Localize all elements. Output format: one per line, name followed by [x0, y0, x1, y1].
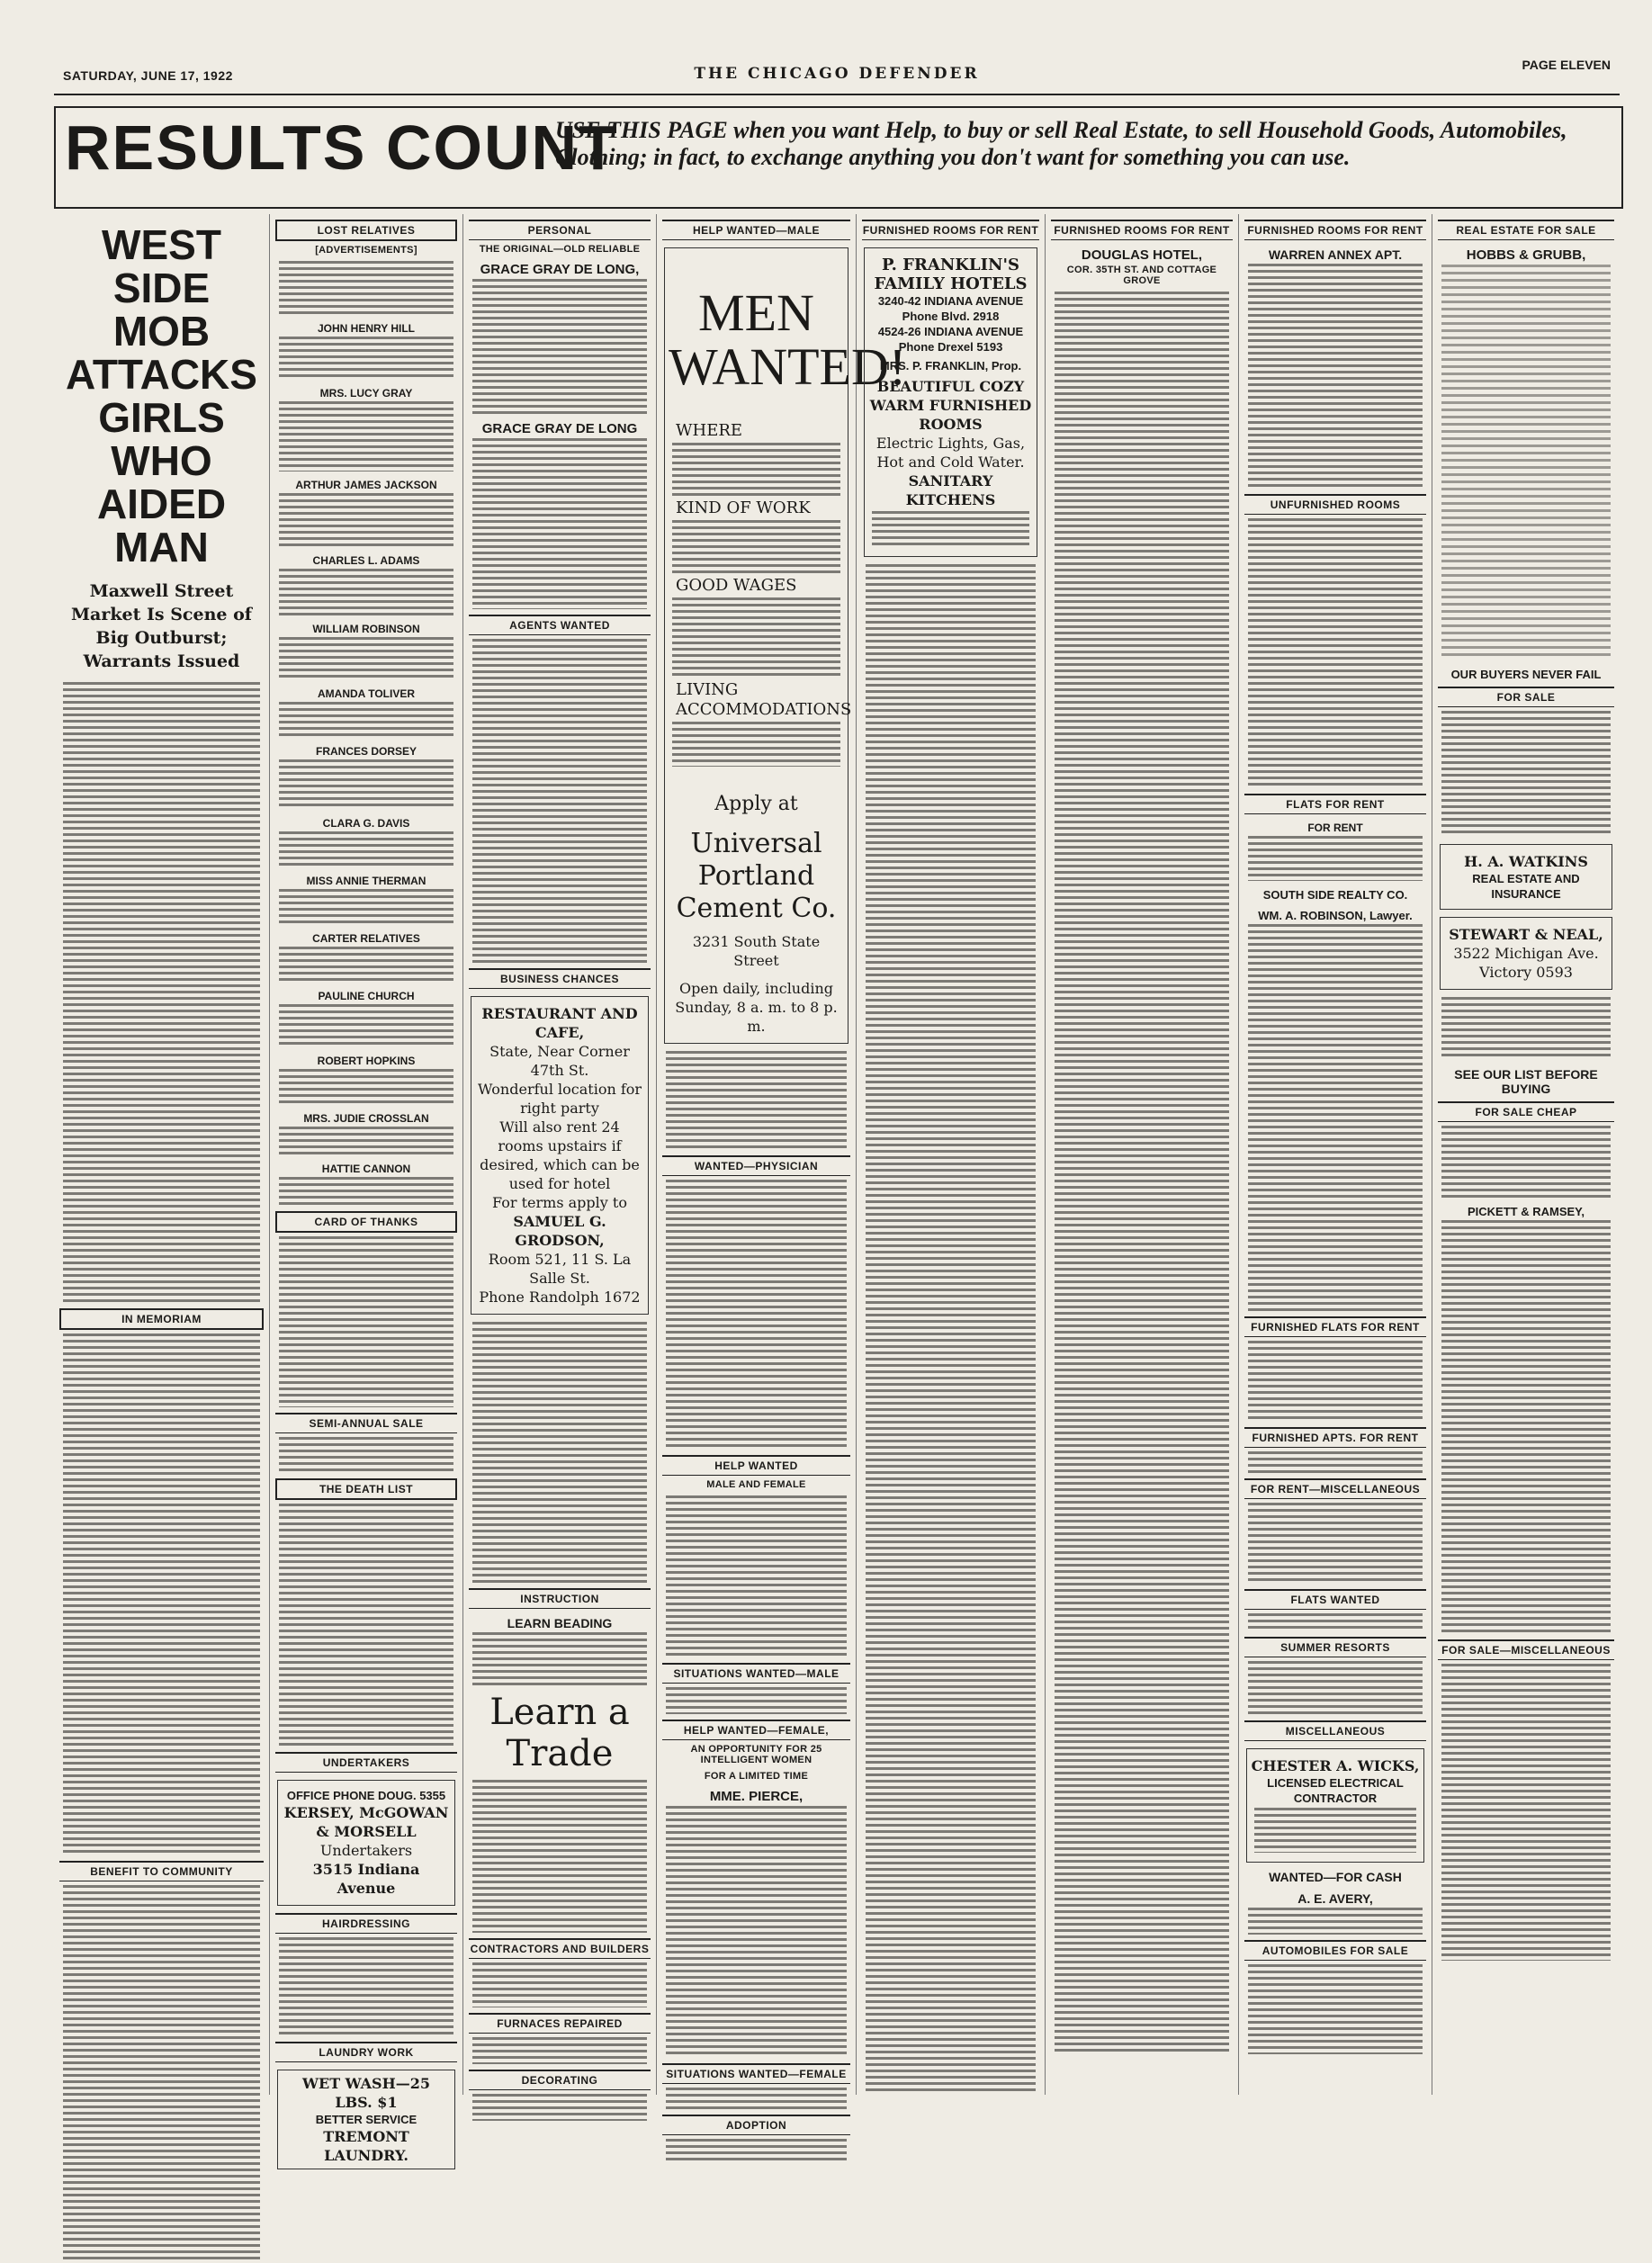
restaurant-title: RESTAURANT AND CAFE, [481, 1005, 638, 1041]
adoption-text [666, 2139, 847, 2160]
franklin-electric: Electric Lights, Gas, Hot and Cold Water. [875, 435, 1026, 471]
real-estate-text [1441, 265, 1611, 660]
flats-heading: FLATS FOR RENT [1244, 794, 1426, 814]
furnished-rooms-heading: FURNISHED ROOMS FOR RENT [862, 220, 1039, 240]
listing-text [279, 947, 453, 983]
personal-heading: PERSONAL [469, 220, 651, 240]
kersey-name: KERSEY, McGOWAN & MORSELL [283, 1804, 449, 1840]
banner-headline: RESULTS COUNT [65, 112, 619, 183]
relative-name: MISS ANNIE THERMAN [306, 875, 426, 887]
grodson-address: Room 521, 11 S. La Salle St. [488, 1251, 632, 1287]
personal-text [472, 438, 647, 609]
column-furnished-rooms-2 [1046, 214, 1239, 2095]
warren-annex: WARREN ANNEX APT. [1268, 247, 1403, 262]
grodson-name: SAMUEL G. GRODSON, [513, 1213, 606, 1249]
unfurnished-heading: UNFURNISHED ROOMS [1244, 494, 1426, 515]
franklin-prop: MRS. P. FRANKLIN, Prop. [879, 359, 1022, 373]
listing-text [279, 337, 453, 380]
advertisements-label: [ADVERTISEMENTS] [315, 245, 417, 256]
results-count-banner [54, 106, 1623, 209]
automobiles-heading: AUTOMOBILES FOR SALE [1244, 1940, 1426, 1961]
where-text [672, 443, 840, 497]
relative-name: WILLIAM ROBINSON [312, 623, 420, 635]
column-help-wanted [657, 214, 907, 2132]
listing-text [279, 1069, 453, 1105]
relative-name: HATTIE CANNON [321, 1163, 411, 1175]
watkins-role: REAL ESTATE AND INSURANCE [1472, 872, 1580, 901]
learn-a-trade: Learn a Trade [489, 1692, 630, 1774]
stewart-ad [1440, 917, 1612, 990]
buyers-never-fail: OUR BUYERS NEVER FAIL [1450, 668, 1602, 681]
learn-beading: LEARN BEADING [507, 1616, 613, 1630]
sale-text [279, 1437, 453, 1473]
intro-text [279, 261, 453, 315]
listing-text [279, 1127, 453, 1155]
avery-name: A. E. AVERY, [1297, 1891, 1373, 1906]
kersey-role: Undertakers [319, 1842, 413, 1859]
male-female-label: MALE AND FEMALE [706, 1479, 806, 1490]
benefit-text [63, 1885, 260, 2263]
misc-rent-text [1248, 1503, 1423, 1584]
kersey-ad [277, 1780, 455, 1906]
semi-annual-sale-heading: SEMI-ANNUAL SALE [275, 1413, 457, 1433]
wicks-name: CHESTER A. WICKS, [1251, 1757, 1420, 1774]
stewart-phone: Victory 0593 [1479, 964, 1573, 981]
relative-name: CLARA G. DAVIS [322, 817, 410, 830]
summer-resorts-heading: SUMMER RESORTS [1244, 1637, 1426, 1657]
death-list-text [279, 1504, 453, 1747]
franklin-sanitary: SANITARY KITCHENS [905, 472, 996, 508]
grace-text [472, 279, 647, 414]
business-chances-heading: BUSINESS CHANCES [469, 968, 651, 989]
men-text [666, 1051, 847, 1150]
franklin-address: 3240-42 INDIANA AVENUE [877, 294, 1024, 308]
trade-text [472, 1780, 647, 1933]
column-lost-relatives [270, 214, 463, 2164]
newspaper-page [54, 56, 1620, 2164]
business-text [472, 1322, 647, 1583]
kersey-address: 3515 Indiana Avenue [312, 1861, 420, 1897]
men-wanted: MEN WANTED! [669, 283, 907, 396]
wages-label: GOOD WAGES [676, 576, 797, 595]
listing-text [279, 889, 453, 925]
unfurnished-text [1248, 518, 1423, 788]
column-news [54, 214, 270, 2095]
open-hours: Open daily, including Sunday, 8 a. m. to 8 p. m. [675, 980, 838, 1035]
franklin-address-2: 4524-26 INDIANA AVENUE [877, 325, 1024, 338]
restaurant-rooms: Will also rent 24 rooms upstairs if desired, which can be used for hotel [480, 1118, 640, 1192]
relative-name: MRS. LUCY GRAY [319, 387, 413, 400]
furnished-flats-text [1248, 1341, 1423, 1422]
stewart-address: 3522 Michigan Ave. [1453, 945, 1599, 962]
furnished-apts-heading: FURNISHED APTS. FOR RENT [1244, 1427, 1426, 1448]
furnished-rooms-heading: FURNISHED ROOMS FOR RENT [1244, 220, 1426, 240]
situations-male-heading: SITUATIONS WANTED—MALE [662, 1663, 850, 1684]
hairdressing-text [279, 1937, 453, 2036]
miscellaneous-heading: MISCELLANEOUS [1244, 1720, 1426, 1741]
grace-name: GRACE GRAY DE LONG, [480, 262, 640, 277]
wet-wash: WET WASH—25 LBS. $1 [302, 2075, 430, 2111]
for-sale-misc-heading: FOR SALE—MISCELLANEOUS [1438, 1639, 1614, 1660]
franklin-phone: Phone Blvd. 2918 [902, 310, 1000, 323]
for-rent-label: FOR RENT [1307, 822, 1363, 834]
south-side-realty: SOUTH SIDE REALTY CO. [1262, 888, 1408, 902]
douglas-address: COR. 35TH ST. AND COTTAGE GROVE [1066, 265, 1217, 286]
franklin-text [872, 511, 1029, 547]
kind-label: KIND OF WORK [676, 498, 811, 517]
listing-text [279, 831, 453, 867]
help-wanted-male-heading: HELP WANTED—MALE [662, 220, 850, 240]
warren-text [1248, 264, 1423, 489]
limited-time: FOR A LIMITED TIME [704, 1771, 809, 1782]
help-female-heading: HELP WANTED—FEMALE, [662, 1720, 850, 1740]
listing-text [279, 759, 453, 810]
decorating-text [472, 2094, 647, 2121]
agents-text [472, 639, 647, 963]
furnaces-text [472, 2037, 647, 2064]
lost-relatives-heading: LOST RELATIVES [275, 220, 457, 241]
story-text [63, 682, 260, 1303]
laundry-ad [277, 2070, 455, 2169]
relative-name: CHARLES L. ADAMS [312, 554, 420, 567]
column-personal [463, 214, 657, 2095]
help-text [666, 1495, 847, 1657]
universal-portland: Universal Portland Cement Co. [676, 828, 837, 924]
for-sale-cheap-heading: FOR SALE CHEAP [1438, 1101, 1614, 1122]
column-real-estate [1432, 214, 1620, 2095]
story-deck: Maxwell Street Market Is Scene of Big Outburst; Warrants Issued [71, 581, 252, 671]
adoption-heading: ADOPTION [662, 2115, 850, 2135]
situations-female-heading: SITUATIONS WANTED—FEMALE [662, 2063, 850, 2084]
flats-wanted-text [1248, 1613, 1423, 1631]
beading-text [472, 1632, 647, 1686]
stewart-name: STEWART & NEAL, [1449, 926, 1603, 943]
restaurant-ad [471, 996, 649, 1315]
tremont-laundry: TREMONT LAUNDRY. [323, 2128, 409, 2164]
cheap-text [1441, 1126, 1611, 1198]
listing-text [279, 1177, 453, 1206]
situations-female-text [666, 2088, 847, 2109]
laundry-heading: LAUNDRY WORK [275, 2042, 457, 2062]
undertakers-heading: UNDERTAKERS [275, 1752, 457, 1773]
death-list-heading: THE DEATH LIST [275, 1478, 457, 1500]
instruction-heading: INSTRUCTION [469, 1588, 651, 1609]
franklin-phone-2: Phone Drexel 5193 [898, 340, 1003, 354]
restaurant-terms: For terms apply to [492, 1194, 627, 1211]
wanted-for-cash: WANTED—FOR CASH [1269, 1870, 1402, 1884]
franklin-name: P. FRANKLIN'S FAMILY HOTELS [874, 256, 1028, 293]
benefit-heading: BENEFIT TO COMMUNITY [59, 1861, 264, 1881]
relative-name: CARTER RELATIVES [312, 932, 420, 945]
for-sale-heading: FOR SALE [1438, 687, 1614, 707]
misc-rent-heading: FOR RENT—MISCELLANEOUS [1244, 1478, 1426, 1499]
wicks-role: LICENSED ELECTRICAL CONTRACTOR [1267, 1776, 1404, 1805]
grodson-phone: Phone Randolph 1672 [479, 1289, 641, 1306]
furnished-apts-text [1248, 1451, 1423, 1473]
apply-at: Apply at [714, 793, 798, 815]
classified-columns [54, 214, 1620, 2164]
header-rule [54, 94, 1620, 95]
column-furnished-rooms-1 [857, 214, 1046, 2095]
pickett-ramsey: PICKETT & RAMSEY, [1467, 1205, 1585, 1218]
grace-name-2: GRACE GRAY DE LONG [481, 421, 638, 436]
restaurant-location: State, Near Corner 47th St. [489, 1043, 630, 1079]
listing-text [279, 637, 453, 680]
opportunity-label: AN OPPORTUNITY FOR 25 INTELLIGENT WOMEN [690, 1744, 822, 1765]
automobiles-text [1248, 1964, 1423, 2054]
situations-male-text [666, 1687, 847, 1714]
better-service: BETTER SERVICE [315, 2113, 417, 2126]
relative-name: JOHN HENRY HILL [317, 322, 415, 335]
flats-wanted-heading: FLATS WANTED [1244, 1589, 1426, 1610]
relative-name: MRS. JUDIE CROSSLAN [303, 1112, 429, 1125]
universal-address: 3231 South State Street [692, 933, 821, 969]
watkins-ad [1440, 844, 1612, 910]
relative-name: FRANCES DORSEY [315, 745, 417, 758]
misc-sale-text [1441, 1664, 1611, 1961]
relative-name: PAULINE CHURCH [318, 990, 415, 1002]
restaurant-wonderful: Wonderful location for right party [477, 1081, 642, 1117]
contractors-heading: CONTRACTORS AND BUILDERS [469, 1938, 651, 1959]
wages-text [672, 597, 840, 678]
sale-listings [1441, 1220, 1611, 1634]
watkins-name: H. A. WATKINS [1464, 853, 1588, 870]
listing-text [279, 493, 453, 547]
listing-text [279, 569, 453, 615]
hobbs-grubb: HOBBS & GRUBB, [1466, 247, 1586, 263]
franklin-ad [864, 247, 1037, 557]
help-wanted-heading: HELP WANTED [662, 1455, 850, 1476]
avery-text [1248, 1908, 1423, 1935]
relative-name: ARTHUR JAMES JACKSON [295, 479, 437, 491]
agents-wanted-heading: AGENTS WANTED [469, 615, 651, 635]
for-sale-text [1441, 711, 1611, 837]
kersey-phone: OFFICE PHONE DOUG. 5355 [286, 1789, 446, 1802]
pierce-name: MME. PIERCE, [709, 1789, 804, 1804]
franklin-beautiful: BEAUTIFUL COZY WARM FURNISHED ROOMS [869, 378, 1032, 433]
listing-text [279, 401, 453, 471]
kind-text [672, 520, 840, 574]
physician-text [666, 1180, 847, 1450]
stewart-text [1441, 997, 1611, 1060]
wicks-text [1254, 1808, 1416, 1853]
decorating-heading: DECORATING [469, 2070, 651, 2090]
contractors-text [472, 1962, 647, 2007]
listing-text [279, 702, 453, 738]
douglas-hotel: DOUGLAS HOTEL, [1081, 247, 1203, 263]
rooms-listings [1055, 292, 1229, 2055]
relative-name: ROBERT HOPKINS [317, 1055, 416, 1067]
card-of-thanks-heading: CARD OF THANKS [275, 1211, 457, 1233]
relative-name: AMANDA TOLIVER [318, 687, 415, 700]
furnished-flats-heading: FURNISHED FLATS FOR RENT [1244, 1316, 1426, 1337]
furnished-rooms-heading: FURNISHED ROOMS FOR RENT [1051, 220, 1233, 240]
where-label: WHERE [676, 421, 743, 440]
robinson-lawyer: WM. A. ROBINSON, Lawyer. [1258, 909, 1413, 922]
page-header [54, 56, 1620, 92]
thanks-text [279, 1236, 453, 1407]
see-our-list: SEE OUR LIST BEFORE BUYING [1454, 1067, 1598, 1096]
real-estate-heading: REAL ESTATE FOR SALE [1438, 220, 1614, 240]
summer-text [1248, 1661, 1423, 1715]
memoriam-text [63, 1334, 260, 1855]
rooms-listings [866, 564, 1036, 2094]
female-text [666, 1806, 847, 2058]
paper-name: THE CHICAGO DEFENDER [694, 65, 980, 83]
issue-date: SATURDAY, JUNE 17, 1922 [63, 68, 233, 83]
physician-heading: WANTED—PHYSICIAN [662, 1155, 850, 1176]
flats-intro-text [1248, 836, 1423, 881]
listing-text [279, 1004, 453, 1047]
story-headline: WEST SIDE MOB ATTACKS GIRLS WHO AIDED MAN [66, 221, 257, 570]
page-number: PAGE ELEVEN [1522, 58, 1611, 72]
wicks-ad [1246, 1748, 1424, 1863]
living-text [672, 722, 840, 767]
furnaces-heading: FURNACES REPAIRED [469, 2013, 651, 2034]
men-wanted-ad [664, 247, 907, 1044]
grace-top: THE ORIGINAL—OLD RELIABLE [479, 244, 641, 255]
in-memoriam-heading: IN MEMORIAM [59, 1308, 264, 1330]
banner-tagline: USE THIS PAGE when you want Help, to buy or sell Real Estate, to sell Household Goods, Automobiles, Clothing; in fact, to exchange anything you don't want for something you can use. [555, 117, 1567, 170]
flats-text [1248, 924, 1423, 1311]
column-flats [1239, 214, 1432, 2095]
hairdressing-heading: HAIRDRESSING [275, 1913, 457, 1934]
living-label: LIVING ACCOMMODATIONS [676, 680, 852, 719]
